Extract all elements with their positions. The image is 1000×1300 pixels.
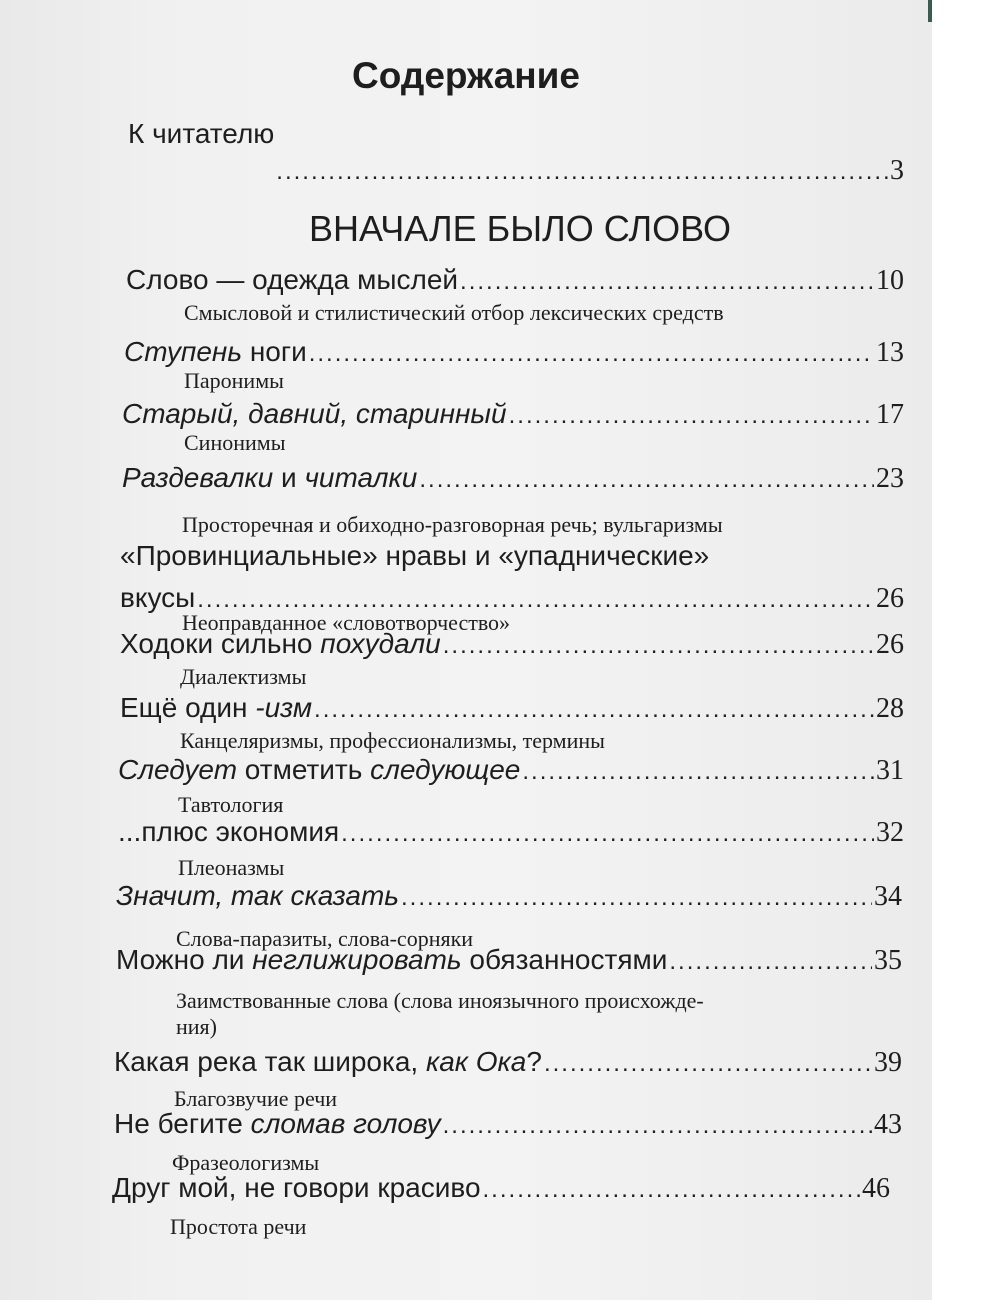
toc-entry-label: ...плюс экономия [118, 816, 340, 847]
toc-entry-subtitle: Заимствованные слова (слова иноязычного происхожде- [176, 988, 704, 1013]
toc-entry [116, 944, 902, 977]
leader-dots [443, 632, 874, 660]
toc-entry-page: 43 [874, 1109, 902, 1140]
toc-entry-label: вкусы [120, 582, 196, 613]
toc-entry-page: 35 [874, 945, 902, 976]
toc-entry-subtitle: Смысловой и стилистический отбор лексических средств [184, 300, 724, 325]
toc-entry [120, 692, 904, 725]
leader-dots [443, 1112, 872, 1140]
toc-entry-subtitle: ния) [176, 1014, 217, 1039]
toc-entry-label: Следует отметить следующее [118, 754, 521, 785]
toc-entry [114, 1108, 902, 1141]
leader-dots [276, 158, 888, 186]
leader-dots [419, 466, 874, 494]
toc-entry-subtitle: Фразеологизмы [172, 1150, 320, 1175]
toc-entry-label: Ходоки сильно похудали [120, 628, 441, 659]
toc-entry-label: Можно ли неглижировать обязанностями [116, 944, 668, 975]
toc-entry-page: 23 [876, 463, 904, 494]
toc-entry [112, 1172, 890, 1205]
toc-entry-page: 39 [874, 1047, 902, 1078]
toc-entry-label: Раздевалки и читалки [122, 462, 418, 493]
section-heading: ВНАЧАЛЕ БЫЛО СЛОВО [308, 208, 731, 249]
toc-entry-page: 32 [876, 817, 904, 848]
toc-entry-subtitle: Диалектизмы [180, 664, 307, 689]
toc-entry [124, 336, 904, 369]
leader-dots [522, 758, 874, 786]
toc-entry [116, 880, 902, 913]
page-title: Содержание [352, 55, 580, 96]
toc-entry-label: Ступень ноги [124, 336, 307, 367]
toc-entry-subtitle: Плеоназмы [178, 855, 285, 880]
toc-entry-page: 3 [890, 155, 904, 186]
toc-entry-page: 10 [876, 265, 904, 296]
toc-entry-subtitle: Благозвучие речи [174, 1086, 338, 1111]
toc-entry-page: 13 [876, 337, 904, 368]
toc-entry-subtitle: Паронимы [184, 368, 284, 393]
toc-entry-label: Друг мой, не говори красиво [112, 1172, 481, 1203]
toc-entry-page: 26 [876, 629, 904, 660]
toc-entry-subtitle: Канцеляризмы, профессионализмы, термины [180, 728, 605, 753]
leader-dots [309, 340, 874, 368]
cover-edge [928, 0, 932, 22]
leader-dots [460, 268, 874, 296]
toc-entry-page: 26 [876, 583, 904, 614]
toc-entry-label: Значит, так сказать [116, 880, 400, 911]
toc-entry [118, 754, 904, 787]
toc-entry-label: К читателю [128, 118, 275, 149]
toc-entry-page: 46 [862, 1173, 890, 1204]
leader-dots [509, 402, 874, 430]
toc-entry [118, 816, 904, 849]
toc-entry-page: 34 [874, 881, 902, 912]
toc-entry [122, 462, 904, 495]
leader-dots [544, 1050, 872, 1078]
toc-entry-subtitle: Простота речи [170, 1214, 307, 1239]
toc-entry-subtitle: Слова-паразиты, слова-сорняки [176, 926, 474, 951]
toc-entry-subtitle: Неоправданное «словотворчество» [182, 610, 511, 635]
toc-entry [122, 398, 904, 431]
toc-entry-intro [128, 118, 904, 186]
toc-entry-page: 17 [876, 399, 904, 430]
leader-dots [669, 948, 872, 976]
toc-entry [114, 1046, 902, 1079]
toc-entry-label: Ещё один -изм [120, 692, 313, 723]
toc-entry [126, 264, 904, 297]
toc-entry-subtitle: Просторечная и обиходно-разговорная речь; вульгаризмы [182, 512, 723, 537]
toc-entry-label: Какая река так широка, как Ока? [114, 1046, 542, 1077]
toc-entry-subtitle: Синонимы [184, 430, 286, 455]
toc-entry-label: Слово — одежда мыслей [126, 264, 459, 295]
leader-dots [341, 820, 874, 848]
toc-entry-label-line1: «Провинциальные» нравы и «упаднические» [120, 540, 710, 571]
leader-dots [314, 696, 874, 724]
toc-entry-page: 28 [876, 693, 904, 724]
leader-dots [483, 1176, 860, 1204]
leader-dots [401, 884, 872, 912]
toc-entry-label: Не бегите сломав голову [114, 1108, 441, 1139]
toc-entry-subtitle: Тавтология [178, 792, 284, 817]
toc-entry [120, 628, 904, 661]
toc-entry-page: 31 [876, 755, 904, 786]
toc-entry-label: Старый, давний, старинный [122, 398, 507, 429]
